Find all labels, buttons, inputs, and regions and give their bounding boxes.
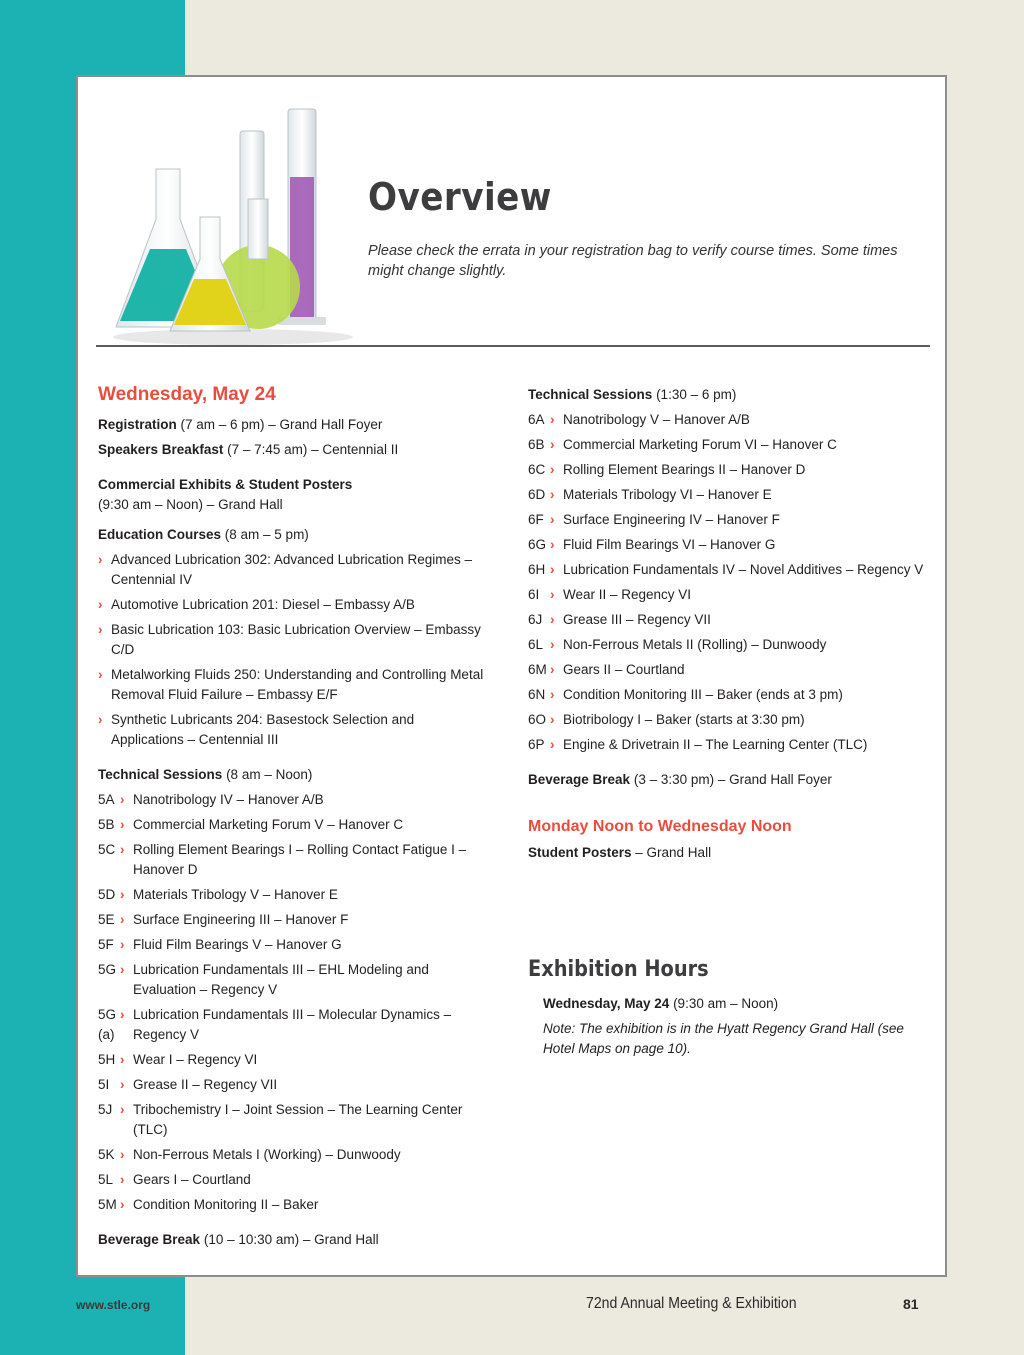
session-text: Non-Ferrous Metals I (Working) – Dunwoody [133, 1147, 401, 1162]
exhibition-day-detail: (9:30 am – Noon) [669, 996, 779, 1011]
session-item [528, 610, 928, 630]
chevron-right-icon: › [550, 712, 555, 727]
lab-glassware-illustration [108, 99, 358, 349]
chevron-right-icon: › [120, 1007, 125, 1022]
chevron-right-icon: › [550, 737, 555, 752]
session-code: 5M [98, 1197, 117, 1212]
session-text: Tribochemistry I – Joint Session – The Learning Center (TLC) [133, 1102, 463, 1137]
session-code: 5D [98, 887, 116, 902]
chevron-right-icon: › [98, 552, 103, 567]
technical-pm-label: Technical Sessions [528, 387, 653, 402]
chevron-right-icon: › [120, 1052, 125, 1067]
breakfast-entry [98, 440, 488, 460]
session-item [98, 790, 488, 810]
session-text: Condition Monitoring III – Baker (ends at 3 pm) [563, 687, 843, 702]
session-code: 6N [528, 687, 546, 702]
session-code: 6A [528, 412, 545, 427]
session-code: 6L [528, 637, 544, 652]
session-text: Engine & Drivetrain II – The Learning Center (TLC) [563, 737, 868, 752]
session-item [98, 1005, 488, 1045]
chevron-right-icon: › [550, 462, 555, 477]
session-code: 6F [528, 512, 544, 527]
session-code: 5J [98, 1102, 113, 1117]
posters-heading: Monday Noon to Wednesday Noon [528, 818, 792, 835]
education-course-text: Basic Lubrication 103: Basic Lubrication Overview – Embassy C/D [111, 622, 481, 657]
session-text: Fluid Film Bearings V – Hanover G [133, 937, 342, 952]
session-code: 5A [98, 792, 115, 807]
session-code: 5B [98, 817, 115, 832]
exhibits-detail: (9:30 am – Noon) – Grand Hall [98, 497, 283, 512]
left-column [98, 385, 488, 1255]
chevron-right-icon: › [120, 1147, 125, 1162]
divider-rule [96, 345, 930, 347]
session-item [528, 510, 928, 530]
technical-am-session-list [98, 790, 488, 1215]
chevron-right-icon: › [120, 962, 125, 977]
education-course-item [98, 620, 488, 660]
posters-label: Student Posters [528, 845, 632, 860]
exhibition-heading: Exhibition Hours [528, 957, 709, 982]
session-item [528, 460, 928, 480]
session-code: 6O [528, 712, 547, 727]
education-course-text: Synthetic Lubricants 204: Basestock Selection and Applications – Centennial III [111, 712, 415, 747]
registration-detail: (7 am – 6 pm) – Grand Hall Foyer [176, 417, 383, 432]
day-heading: Wednesday, May 24 [98, 384, 276, 405]
session-item [98, 1170, 488, 1190]
session-item [98, 1050, 488, 1070]
session-text: Materials Tribology V – Hanover E [133, 887, 338, 902]
session-code: 6H [528, 562, 546, 577]
right-column [528, 385, 928, 1064]
session-item [98, 1145, 488, 1165]
session-text: Condition Monitoring II – Baker [133, 1197, 319, 1212]
session-text: Non-Ferrous Metals II (Rolling) – Dunwoody [563, 637, 827, 652]
technical-am-detail: (8 am – Noon) [222, 767, 313, 782]
chevron-right-icon: › [120, 1197, 125, 1212]
education-heading [98, 525, 488, 545]
education-course-list [98, 550, 488, 750]
session-text: Nanotribology IV – Hanover A/B [133, 792, 324, 807]
content-panel [76, 75, 947, 1277]
session-code: 5H [98, 1052, 116, 1067]
session-text: Lubrication Fundamentals III – Molecular Dynamics – Regency V [133, 1007, 452, 1042]
exhibition-note: Note: The exhibition is in the Hyatt Regency Grand Hall (see Hotel Maps on page 10). [543, 1021, 904, 1056]
technical-am-heading [98, 765, 488, 785]
chevron-right-icon: › [550, 612, 555, 627]
session-item [528, 485, 928, 505]
chevron-right-icon: › [120, 1077, 125, 1092]
chevron-right-icon: › [550, 487, 555, 502]
session-code: 5C [98, 842, 116, 857]
chevron-right-icon: › [550, 637, 555, 652]
page-number: 81 [903, 1296, 919, 1312]
chevron-right-icon: › [550, 512, 555, 527]
posters-detail: – Grand Hall [631, 845, 712, 860]
chevron-right-icon: › [120, 842, 125, 857]
beverage-am-detail: (10 – 10:30 am) – Grand Hall [200, 1232, 379, 1247]
session-item [528, 635, 928, 655]
session-code: 5G (a) [98, 1007, 117, 1042]
session-item [528, 585, 928, 605]
chevron-right-icon: › [550, 412, 555, 427]
chevron-right-icon: › [550, 562, 555, 577]
session-code: 6M [528, 662, 547, 677]
chevron-right-icon: › [550, 437, 555, 452]
chevron-right-icon: › [120, 912, 125, 927]
beverage-pm-label: Beverage Break [528, 772, 631, 787]
chevron-right-icon: › [98, 622, 103, 637]
session-text: Wear II – Regency VI [563, 587, 692, 602]
education-course-item [98, 710, 488, 750]
session-item [98, 1195, 488, 1215]
chevron-right-icon: › [120, 937, 125, 952]
session-item [528, 435, 928, 455]
session-text: Wear I – Regency VI [133, 1052, 258, 1067]
education-course-item [98, 665, 488, 705]
chevron-right-icon: › [550, 687, 555, 702]
chevron-right-icon: › [550, 662, 555, 677]
session-item [528, 685, 928, 705]
registration-label: Registration [98, 417, 177, 432]
session-text: Biotribology I – Baker (starts at 3:30 pm) [563, 712, 805, 727]
session-item [98, 1075, 488, 1095]
education-course-text: Automotive Lubrication 201: Diesel – Embassy A/B [111, 597, 415, 612]
education-label: Education Courses [98, 527, 222, 542]
education-course-item [98, 595, 488, 615]
technical-pm-heading [528, 385, 928, 405]
session-code: 5K [98, 1147, 115, 1162]
session-text: Surface Engineering IV – Hanover F [563, 512, 780, 527]
session-item [528, 560, 928, 580]
session-code: 6D [528, 487, 546, 502]
exhibition-body [528, 994, 928, 1059]
chevron-right-icon: › [550, 537, 555, 552]
session-item [98, 815, 488, 835]
session-item [98, 935, 488, 955]
session-code: 5L [98, 1172, 114, 1187]
education-course-text: Advanced Lubrication 302: Advanced Lubrication Regimes – Centennial IV [111, 552, 472, 587]
session-item [98, 1100, 488, 1140]
session-item [528, 660, 928, 680]
beverage-pm-entry [528, 770, 928, 790]
breakfast-detail: (7 – 7:45 am) – Centennial II [223, 442, 399, 457]
session-code: 6P [528, 737, 545, 752]
session-code: 5F [98, 937, 114, 952]
session-text: Lubrication Fundamentals III – EHL Modeling and Evaluation – Regency V [133, 962, 429, 997]
session-code: 6J [528, 612, 543, 627]
session-text: Surface Engineering III – Hanover F [133, 912, 349, 927]
session-code: 5G [98, 962, 117, 977]
chevron-right-icon: › [98, 712, 103, 727]
intro-note: Please check the errata in your registration bag to verify course times. Some times might change slightly. [368, 243, 898, 279]
chevron-right-icon: › [120, 1172, 125, 1187]
exhibition-day-label: Wednesday, May 24 [543, 996, 670, 1011]
breakfast-label: Speakers Breakfast [98, 442, 224, 457]
session-text: Rolling Element Bearings II – Hanover D [563, 462, 806, 477]
registration-entry [98, 415, 488, 435]
chevron-right-icon: › [98, 597, 103, 612]
session-item [528, 410, 928, 430]
session-item [528, 735, 928, 755]
exhibition-day [543, 994, 928, 1014]
session-item [528, 535, 928, 555]
page-title: Overview [368, 175, 552, 219]
chevron-right-icon: › [550, 587, 555, 602]
session-item [528, 710, 928, 730]
technical-am-label: Technical Sessions [98, 767, 223, 782]
session-text: Nanotribology V – Hanover A/B [563, 412, 750, 427]
education-course-text: Metalworking Fluids 250: Understanding and Controlling Metal Removal Fluid Failure – Embassy E/F [111, 667, 484, 702]
beverage-am-entry [98, 1230, 488, 1250]
session-code: 5I [98, 1077, 110, 1092]
session-text: Commercial Marketing Forum VI – Hanover C [563, 437, 837, 452]
technical-pm-session-list [528, 410, 928, 755]
footer-title: 72nd Annual Meeting & Exhibition [586, 1295, 797, 1312]
session-text: Commercial Marketing Forum V – Hanover C [133, 817, 404, 832]
education-detail: (8 am – 5 pm) [221, 527, 309, 542]
exhibits-label: Commercial Exhibits & Student Posters [98, 477, 353, 492]
session-code: 6G [528, 537, 547, 552]
chevron-right-icon: › [120, 1102, 125, 1117]
chevron-right-icon: › [120, 817, 125, 832]
session-text: Fluid Film Bearings VI – Hanover G [563, 537, 776, 552]
posters-entry [528, 843, 928, 863]
session-text: Gears I – Courtland [133, 1172, 251, 1187]
education-course-item [98, 550, 488, 590]
footer-url[interactable]: www.stle.org [76, 1298, 151, 1312]
session-item [98, 910, 488, 930]
chevron-right-icon: › [98, 667, 103, 682]
session-item [98, 840, 488, 880]
session-text: Lubrication Fundamentals IV – Novel Additives – Regency V [563, 562, 924, 577]
session-text: Grease II – Regency VII [133, 1077, 278, 1092]
chevron-right-icon: › [120, 792, 125, 807]
session-code: 6B [528, 437, 545, 452]
chevron-right-icon: › [120, 887, 125, 902]
session-text: Gears II – Courtland [563, 662, 685, 677]
session-code: 6C [528, 462, 546, 477]
session-code: 6I [528, 587, 540, 602]
session-code: 5E [98, 912, 115, 927]
beverage-am-label: Beverage Break [98, 1232, 201, 1247]
beverage-pm-detail: (3 – 3:30 pm) – Grand Hall Foyer [630, 772, 832, 787]
exhibits-entry [98, 475, 488, 515]
session-text: Grease III – Regency VII [563, 612, 711, 627]
technical-pm-detail: (1:30 – 6 pm) [652, 387, 737, 402]
session-item [98, 885, 488, 905]
session-text: Materials Tribology VI – Hanover E [563, 487, 772, 502]
session-item [98, 960, 488, 1000]
session-text: Rolling Element Bearings I – Rolling Contact Fatigue I – Hanover D [133, 842, 467, 877]
